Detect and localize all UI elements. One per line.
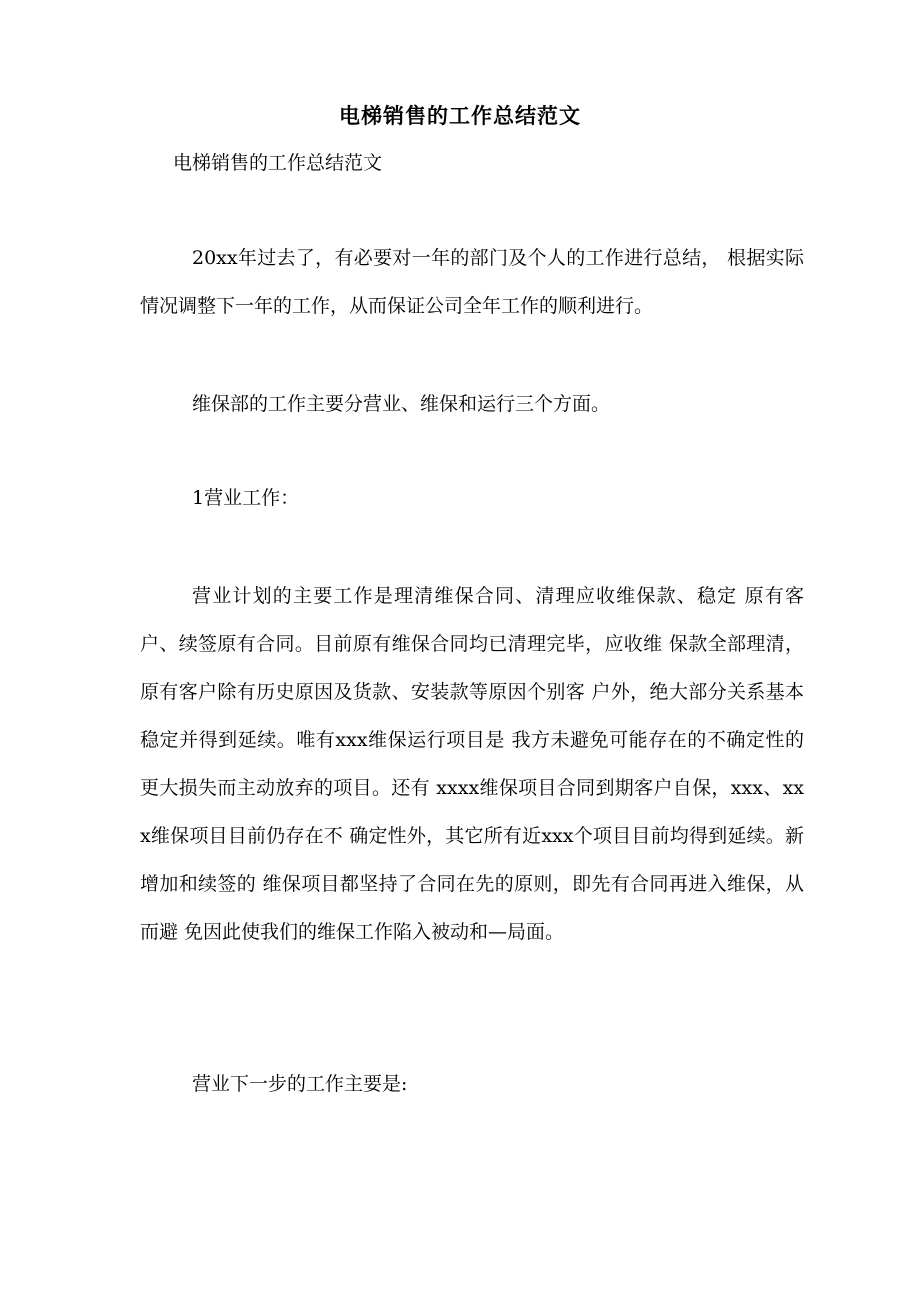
section-heading-business: 1营业工作： (192, 487, 300, 509)
paragraph-departments: 维保部的工作主要分营业、维保和运行三个方面。 (192, 393, 611, 415)
paragraph-business-plan: 营业计划的主要工作是理清维保合同、清理应收维保款、稳定 原有客户、续签原有合同。目前原有维保合同均已清理完毕，应收维 保款全部理清，原有客户除有历史原因及货款、安装款等原因个别客 户外，绝大部分关系基本稳定并得到延续。唯有xxx维保运行项目是 我方未避免可能存在的不确定性的更大损失而主动放弃的项目。还有 xxxx维保项目合同到期客户自保，xxx、xxx维保项目目前仍存在不 确定性外，其它所有近xxx个项目目前均得到延续。新增加和续签的 维保项目都坚持了合同在先的原则，即先有合同再进入维保，从而避 免因此使我们的维保工作陷入被动和—局面。 (140, 585, 804, 943)
paragraph-intro: 20xx年过去了，有必要对一年的部门及个人的工作进行总结， 根据实际情况调整下一年的工作，从而保证公司全年工作的顺利进行。 (140, 247, 804, 317)
document-title: 电梯销售的工作总结范文 (339, 103, 581, 128)
paragraph-next-steps: 营业下一步的工作主要是: (192, 1073, 408, 1095)
document-subtitle: 电梯销售的工作总结范文 (173, 152, 383, 174)
